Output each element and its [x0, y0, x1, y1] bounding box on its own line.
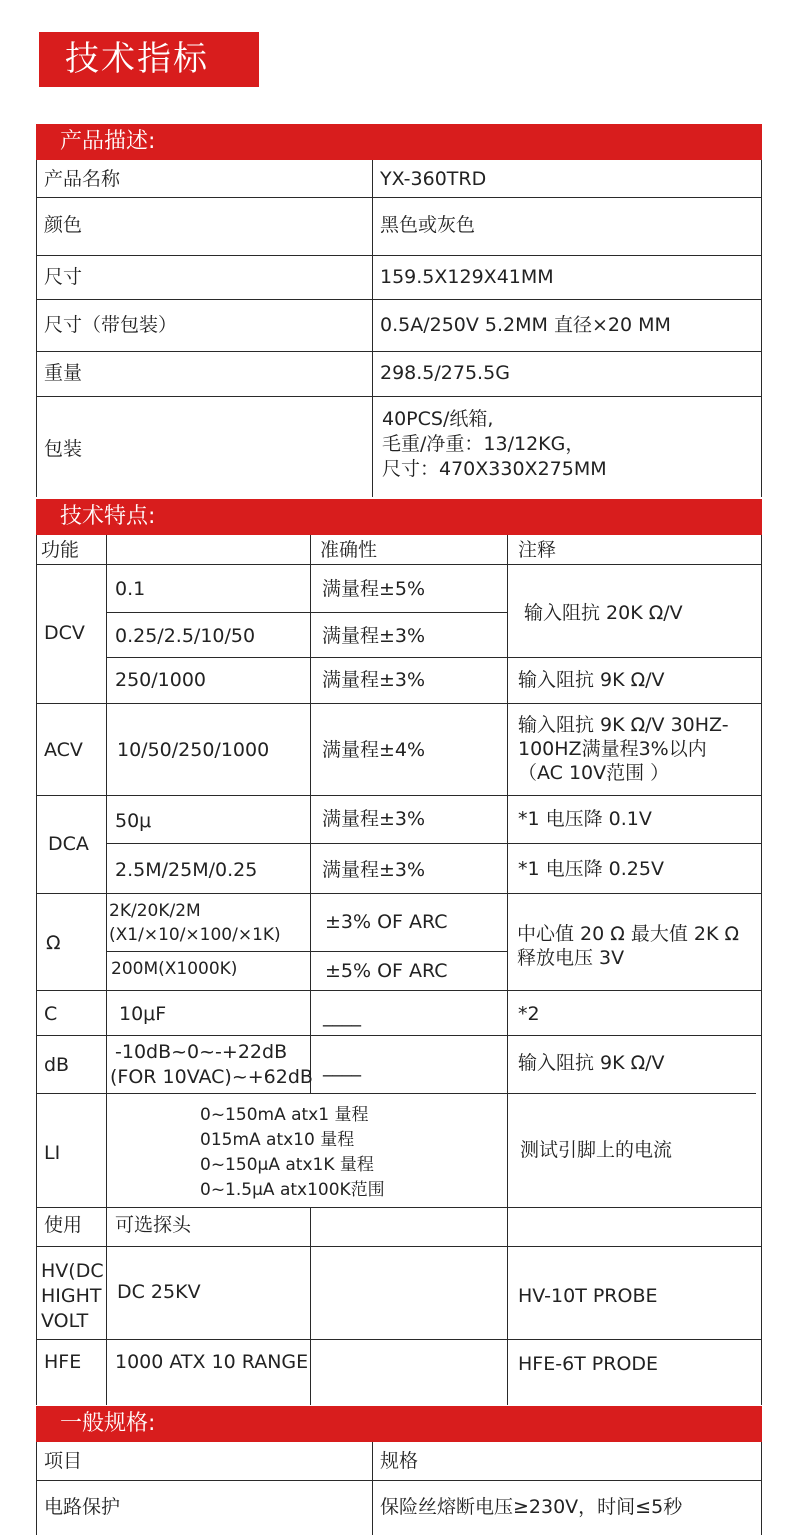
li-line: 0~150μA atx1K 量程: [200, 1155, 374, 1175]
range-cell: 0.1: [115, 578, 146, 600]
sub-row-divider: [106, 843, 761, 844]
accuracy-cell: 满量程±3%: [322, 625, 426, 647]
table-border: [36, 1442, 37, 1535]
note-line: 中心值 20 Ω 最大值 2K Ω: [517, 923, 739, 945]
range-line: (FOR 10VAC)~+62dB: [110, 1066, 313, 1088]
table-border: [36, 160, 37, 497]
general-spec: 保险丝熔断电压≥230V，时间≤5秒: [380, 1496, 683, 1518]
range-cell: 0.25/2.5/10/50: [115, 625, 256, 647]
table-border: [761, 1442, 762, 1535]
header-spec: 规格: [380, 1450, 419, 1472]
row-divider: [36, 1207, 762, 1208]
function-hv-line: HIGHT: [41, 1285, 102, 1307]
range-cell: 10/50/250/1000: [117, 739, 270, 761]
section-heading-features: 技术特点:: [36, 499, 762, 535]
section-heading-product: 产品描述:: [36, 124, 762, 160]
note-line: 100HZ满量程3%以内: [518, 738, 707, 760]
range-line: 2K/20K/2M: [109, 901, 201, 921]
function-dcv: DCV: [44, 622, 85, 644]
note-cell: *1 电压降 0.25V: [518, 858, 664, 880]
range-cell: 2.5M/25M/0.25: [115, 859, 258, 881]
range-line: -10dB~0~-+22dB: [115, 1041, 288, 1063]
row-divider: [36, 351, 762, 352]
row-divider: [36, 299, 762, 300]
note-cell: *2: [518, 1003, 540, 1025]
table-border: [36, 535, 37, 1405]
note-line: （AC 10V范围 ）: [518, 762, 670, 784]
row-divider: [36, 1035, 762, 1036]
accuracy-cell: 满量程±3%: [322, 808, 426, 830]
spec-label: 包装: [44, 438, 83, 460]
function-hv-line: HV(DC: [41, 1260, 104, 1282]
function-hfe: HFE: [44, 1351, 82, 1373]
li-line: 015mA atx10 量程: [200, 1130, 355, 1150]
range-cell: 200M(X1000K): [111, 959, 238, 979]
note-cell: 输入阻抗 9K Ω/V: [518, 669, 665, 691]
function-acv: ACV: [44, 739, 83, 761]
spec-value: YX-360TRD: [380, 168, 487, 190]
li-line: 0~150mA atx1 量程: [200, 1105, 369, 1125]
general-item: 电路保护: [44, 1496, 121, 1518]
function-c: C: [44, 1003, 58, 1025]
range-cell: 10μF: [119, 1003, 167, 1025]
column-divider: [372, 160, 373, 497]
row-divider: [36, 703, 762, 704]
function-dca: DCA: [48, 833, 89, 855]
range-line: (X1/×10/×100/×1K): [109, 925, 281, 945]
row-divider: [36, 255, 762, 256]
accuracy-cell: 满量程±3%: [322, 859, 426, 881]
note-cell: HV-10T PROBE: [518, 1285, 658, 1307]
accuracy-cell: 满量程±5%: [322, 578, 426, 600]
spec-value: 0.5A/250V 5.2MM 直径×20 MM: [380, 314, 671, 336]
section-heading-general: 一般规格:: [36, 1406, 762, 1442]
function-li: LI: [44, 1142, 61, 1164]
sub-row-divider: [106, 951, 507, 952]
row-divider: [36, 990, 762, 991]
note-line: 释放电压 3V: [517, 947, 625, 969]
range-cell: 250/1000: [115, 669, 207, 691]
spec-value-line: 尺寸：470X330X275MM: [382, 458, 607, 480]
sub-row-divider: [106, 657, 761, 658]
row-divider: [36, 1246, 762, 1247]
column-divider: [106, 535, 107, 1405]
accuracy-cell: ±5% OF ARC: [325, 960, 448, 982]
row-divider: [36, 1480, 762, 1481]
row-divider: [36, 1339, 762, 1340]
row-divider: [36, 564, 762, 565]
spec-label: 颜色: [44, 214, 83, 236]
note-cell: HFE-6T PRODE: [518, 1353, 659, 1375]
spec-value: 黑色或灰色: [380, 214, 476, 236]
row-divider: [36, 396, 762, 397]
note-cell: *1 电压降 0.1V: [518, 808, 652, 830]
range-cell: 1000 ATX 10 RANGE: [115, 1351, 309, 1373]
note-cell: 输入阻抗 20K Ω/V: [524, 602, 683, 624]
spec-value: 159.5X129X41MM: [380, 266, 554, 288]
accuracy-cell: ____: [323, 1005, 361, 1027]
function-hv-line: VOLT: [41, 1310, 89, 1332]
row-divider: [36, 197, 762, 198]
accuracy-cell: ±3% OF ARC: [325, 911, 448, 933]
accuracy-cell: ____: [323, 1055, 361, 1077]
column-divider: [507, 535, 508, 1405]
accuracy-cell: 满量程±3%: [322, 669, 426, 691]
accuracy-cell: 满量程±4%: [322, 739, 426, 761]
row-divider: [36, 893, 762, 894]
function-ohm: Ω: [46, 932, 61, 954]
function-use: 使用: [44, 1214, 83, 1236]
sub-row-divider: [106, 612, 507, 613]
page-title: 技术指标: [39, 32, 259, 87]
range-cell: 可选探头: [115, 1214, 192, 1236]
header-item: 项目: [44, 1450, 83, 1472]
header-note: 注释: [518, 539, 557, 561]
note-cell: 输入阻抗 9K Ω/V: [518, 1052, 665, 1074]
row-divider: [36, 795, 762, 796]
note-cell: 测试引脚上的电流: [520, 1139, 673, 1161]
table-border: [761, 535, 762, 1405]
range-cell: DC 25KV: [117, 1281, 201, 1303]
header-function: 功能: [41, 539, 80, 561]
spec-value-line: 40PCS/纸箱,: [382, 408, 494, 430]
spec-label: 产品名称: [44, 168, 121, 190]
note-line: 输入阻抗 9K Ω/V 30HZ-: [518, 714, 729, 736]
spec-value-line: 毛重/净重：13/12KG，: [382, 433, 585, 455]
function-db: dB: [44, 1054, 70, 1076]
spec-label: 尺寸（带包装）: [44, 314, 178, 336]
header-accuracy: 准确性: [320, 539, 378, 561]
spec-label: 重量: [44, 362, 83, 384]
column-divider: [310, 535, 311, 1093]
row-divider: [36, 1093, 756, 1094]
li-line: 0~1.5μA atx100K范围: [200, 1180, 385, 1200]
spec-label: 尺寸: [44, 266, 83, 288]
column-divider: [372, 1442, 373, 1535]
column-divider: [310, 1207, 311, 1405]
table-border: [761, 160, 762, 497]
spec-value: 298.5/275.5G: [380, 362, 510, 384]
range-cell: 50μ: [115, 810, 152, 832]
